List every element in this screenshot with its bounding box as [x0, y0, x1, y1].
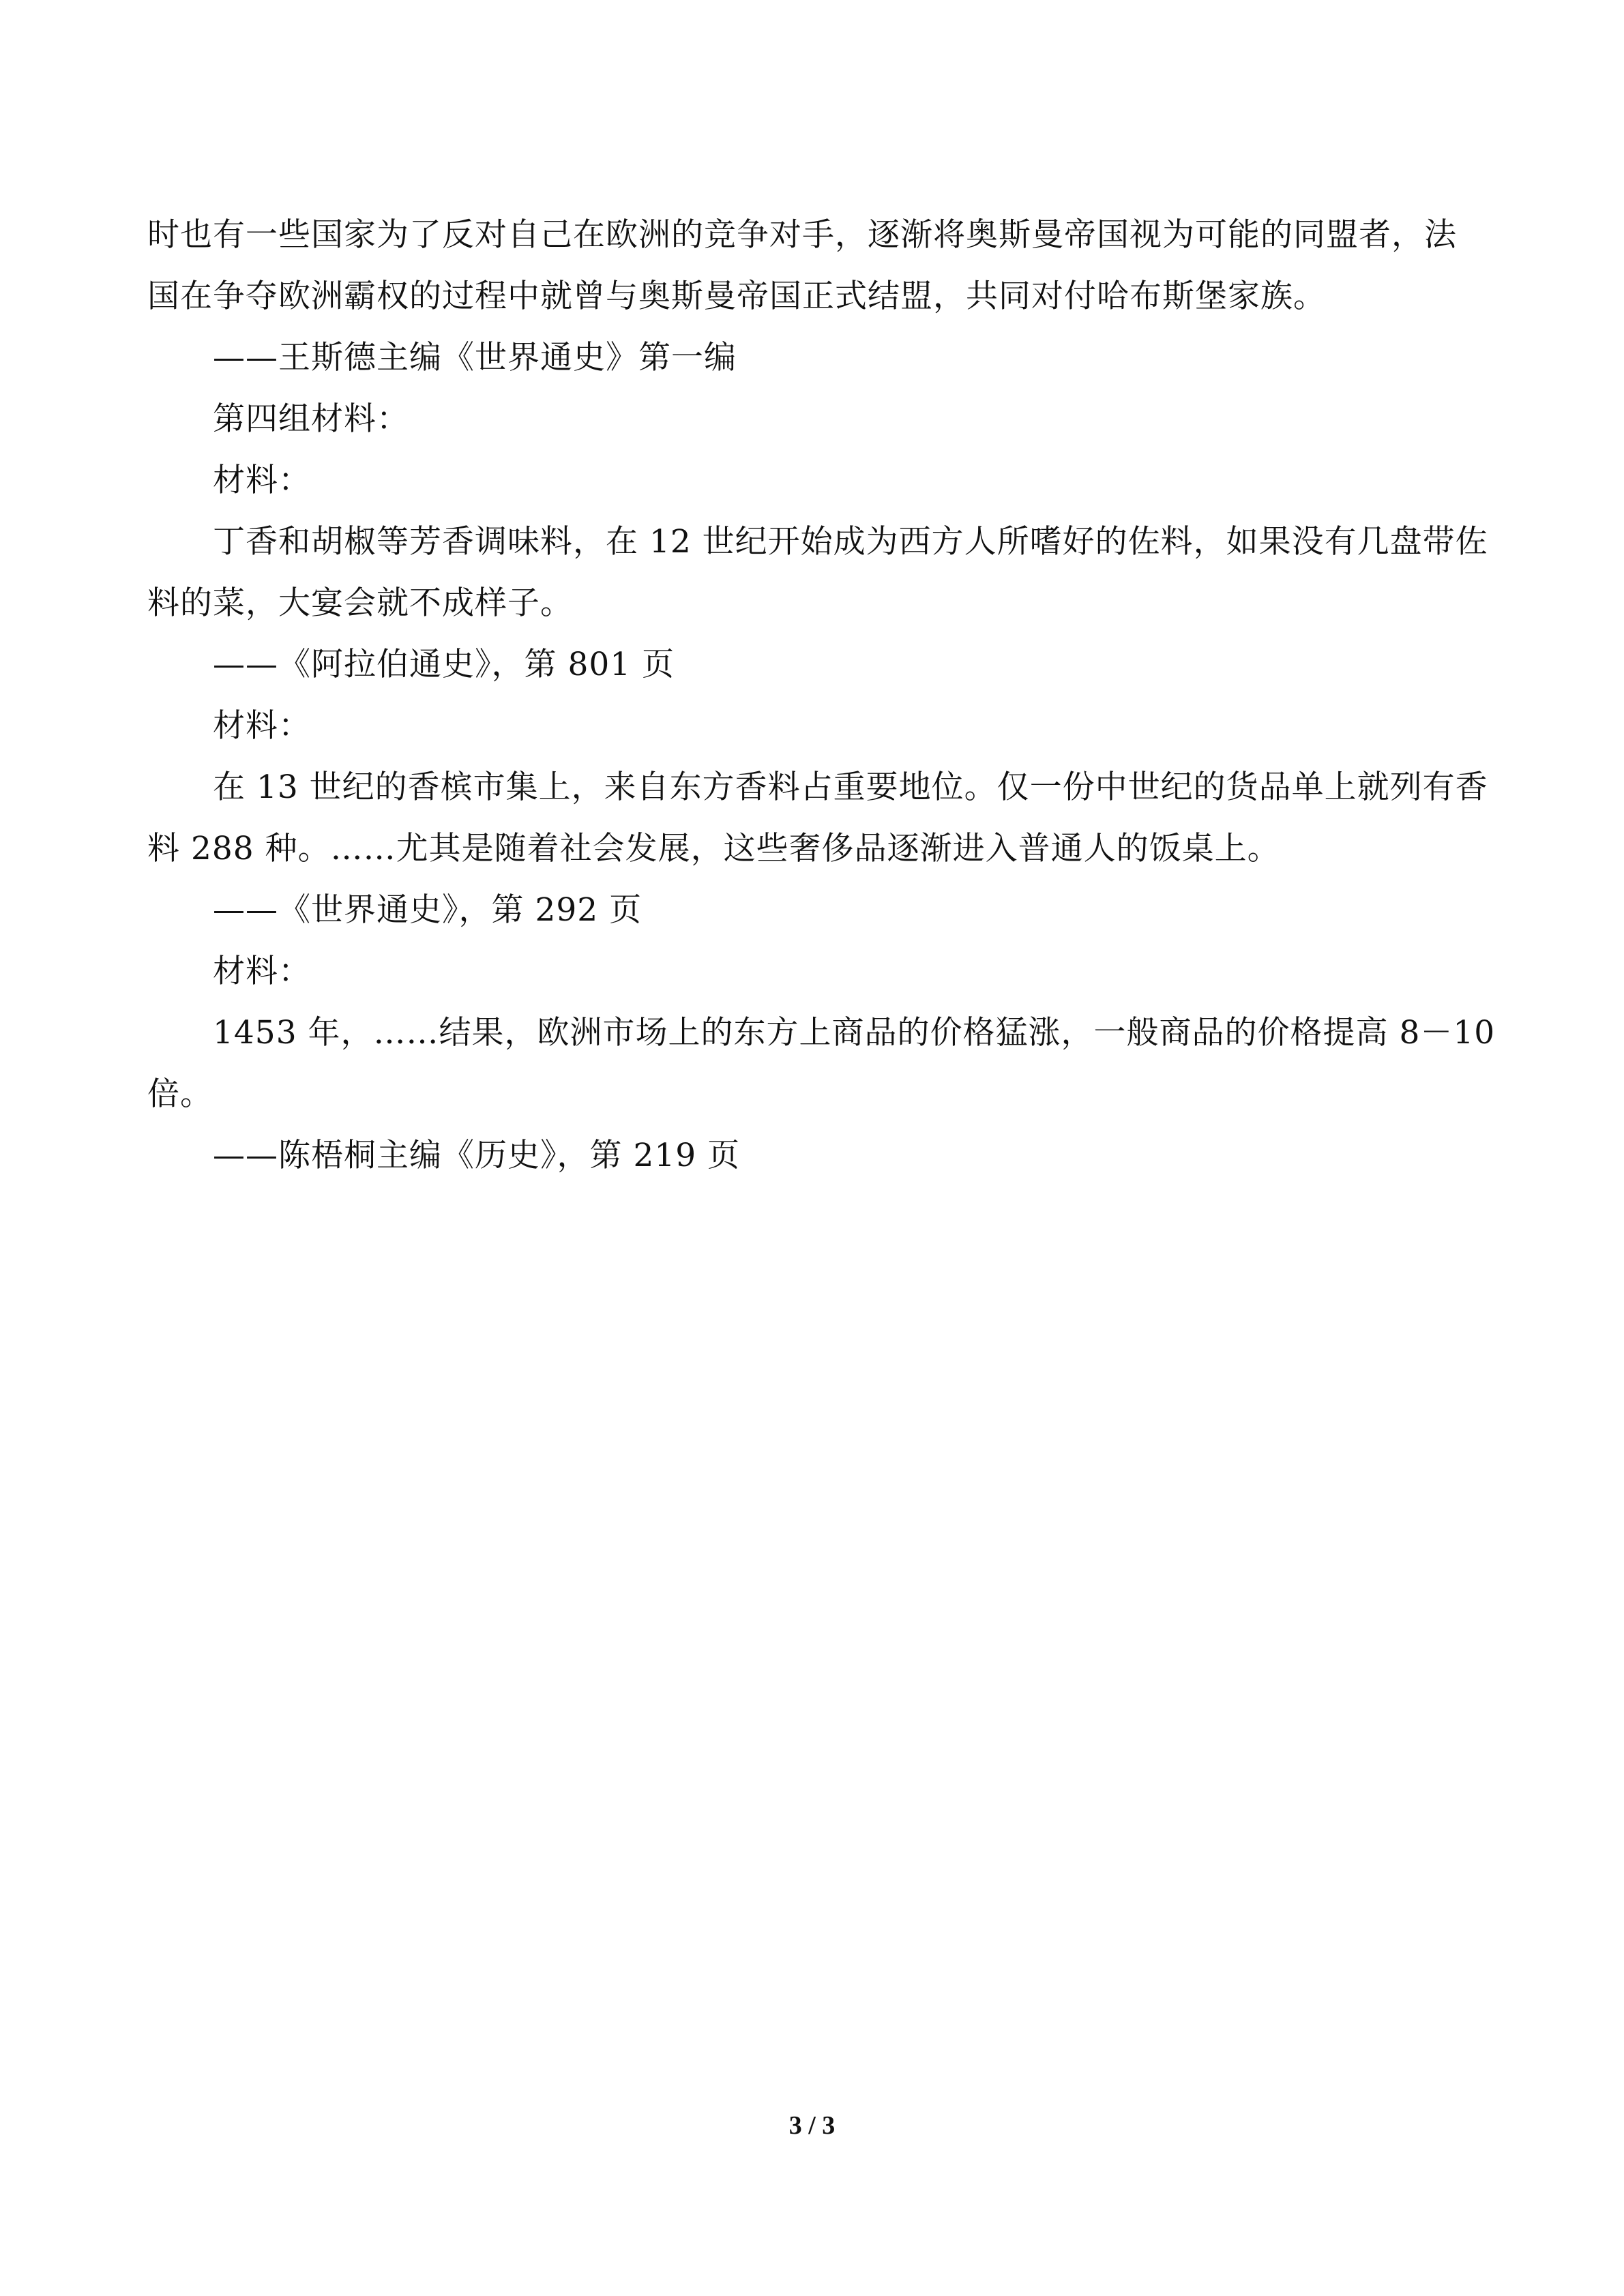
paragraph-line: 料的菜，大宴会就不成样子。 — [147, 584, 573, 622]
material-label: 材料： — [213, 953, 311, 990]
document-body — [147, 205, 1496, 1187]
paragraph-line: 国在争夺欧洲霸权的过程中就曾与奥斯曼帝国正式结盟，共同对付哈布斯堡家族。 — [147, 278, 1326, 315]
material-label: 材料： — [213, 462, 311, 499]
material-label: 材料： — [213, 707, 311, 745]
paragraph-line: 倍。 — [147, 1075, 213, 1113]
source-citation: ——王斯德主编《世界通史》第一编 — [213, 339, 737, 376]
page-number: 3 / 3 — [788, 2111, 836, 2140]
paragraph-line: 时也有一些国家为了反对自己在欧洲的竞争对手，逐渐将奥斯曼帝国视为可能的同盟者，法 — [147, 216, 1457, 254]
paragraph-line: 丁香和胡椒等芳香调味料，在 12 世纪开始成为西方人所嗜好的佐料，如果没有几盘带佐 — [213, 523, 1488, 561]
section-heading: 第四组材料： — [213, 400, 409, 438]
source-citation: ——陈梧桐主编《历史》，第 219 页 — [213, 1137, 741, 1174]
source-citation: ——《阿拉伯通史》，第 801 页 — [213, 646, 675, 683]
paragraph-line: 1453 年，……结果，欧洲市场上的东方上商品的价格猛涨，一般商品的价格提高 8－10 — [213, 1014, 1496, 1052]
paragraph-line: 在 13 世纪的香槟市集上，来自东方香料占重要地位。仅一份中世纪的货品单上就列有香 — [213, 769, 1488, 806]
source-citation: ——《世界通史》，第 292 页 — [213, 891, 643, 929]
paragraph-line: 料 288 种。……尤其是随着社会发展，这些奢侈品逐渐进入普通人的饭桌上。 — [147, 830, 1280, 867]
